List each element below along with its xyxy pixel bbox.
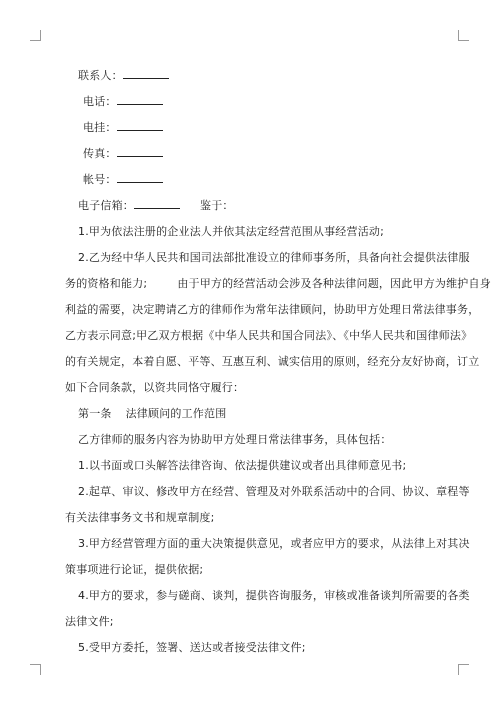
crop-mark-top-left — [30, 30, 41, 41]
article-1-item-1-text: 1.以书面或口头解答法律咨询、依法提供建议或者出具律师意见书; — [78, 459, 407, 472]
article-1-item-2-line-2 — [65, 505, 440, 531]
paragraph-2-line-6 — [65, 375, 440, 401]
paragraph-2-line-6-text: 如下合同条款，以资共同恪守履行： — [65, 381, 245, 394]
crop-mark-bottom-left — [30, 664, 41, 675]
paragraph-1-text: 1.甲为依法注册的企业法人并依其法定经营范围从事经营活动; — [78, 225, 384, 238]
fax-line — [78, 141, 440, 167]
paragraph-2-line-1 — [78, 245, 470, 271]
email-line — [78, 193, 440, 219]
phone-label: 电话： — [83, 95, 117, 108]
article-1-item-5 — [78, 635, 440, 661]
crop-mark-top-right — [458, 30, 469, 41]
article-1-intro-text: 乙方律师的服务内容为协助甲方处理日常法律事务，具体包括： — [78, 433, 392, 446]
paragraph-2-line-2a-text: 务的资格和能力; — [65, 277, 148, 290]
account-line — [78, 167, 440, 193]
phone-blank — [117, 93, 163, 105]
article-1-item-5-text: 5.受甲方委托，签署、送达或者接受法律文件; — [78, 641, 306, 654]
paragraph-2-line-4-text: 乙方表示同意;甲乙双方根据《中华人民共和国合同法》、《中华人民共和国律师法》 — [65, 329, 473, 342]
fax-label: 传真： — [83, 147, 117, 160]
whereas-label: 鉴于： — [200, 199, 234, 212]
article-1-intro — [78, 427, 440, 453]
article-1-item-4-line-1-text: 4.甲方的要求，参与磋商、谈判，提供咨询服务，审核或准备谈判所需要的各类 — [78, 589, 470, 602]
article-1-number: 第一条 — [78, 407, 112, 420]
paragraph-2-line-3-text: 利益的需要，决定聘请乙方的律师作为常年法律顾问，协助甲方处理日常法律事务， — [65, 303, 480, 316]
account-blank — [117, 171, 163, 183]
paragraph-2-line-2b-text: 由于甲方的经营活动会涉及各种法律问题，因此甲方为维护自身 — [177, 277, 491, 290]
paragraph-2-line-2 — [65, 271, 491, 297]
contact-person-line — [78, 63, 440, 89]
fax-blank — [117, 145, 163, 157]
contact-person-blank — [123, 67, 169, 79]
email-blank — [134, 197, 180, 209]
article-1-title — [78, 401, 440, 427]
article-1-item-2-line-1-text: 2.起草、审议、修改甲方在经营、管理及对外联系活动中的合同、协议、章程等 — [78, 485, 470, 498]
paragraph-2-line-4 — [65, 323, 473, 349]
article-1-heading: 法律顾问的工作范围 — [125, 407, 227, 420]
article-1-item-3-line-2 — [65, 557, 440, 583]
paragraph-2-line-1-text: 2.乙为经中华人民共和国司法部批准设立的律师事务所，具备向社会提供法律服 — [78, 251, 470, 264]
article-1-item-3-line-2-text: 策事项进行论证，提供依据; — [65, 563, 204, 576]
article-1-item-1 — [78, 453, 440, 479]
account-label: 帐号： — [83, 173, 117, 186]
paragraph-1 — [78, 219, 440, 245]
document-body — [65, 63, 491, 661]
article-1-item-3-line-1 — [78, 531, 470, 557]
paragraph-2-line-3 — [65, 297, 480, 323]
phone2-blank — [117, 119, 163, 131]
phone2-line — [78, 115, 440, 141]
article-1-item-2-line-2-text: 有关法律事务文书和规章制度; — [65, 511, 215, 524]
contact-person-label: 联系人： — [78, 69, 123, 82]
crop-mark-bottom-right — [458, 664, 469, 675]
phone-line — [78, 89, 440, 115]
article-1-item-4-line-2-text: 法律文件; — [65, 615, 114, 628]
article-1-item-2-line-1 — [78, 479, 470, 505]
paragraph-2-line-5-text: 的有关规定，本着自愿、平等、互惠互利、诚实信用的原则，经充分友好协商，订立 — [65, 355, 480, 368]
article-1-item-4-line-2 — [65, 609, 440, 635]
phone2-label: 电挂： — [83, 121, 117, 134]
email-label: 电子信箱： — [78, 199, 134, 212]
article-1-item-3-line-1-text: 3.甲方经营管理方面的重大决策提供意见，或者应甲方的要求，从法律上对其决 — [78, 537, 470, 550]
paragraph-2-line-5 — [65, 349, 480, 375]
article-1-item-4-line-1 — [78, 583, 470, 609]
